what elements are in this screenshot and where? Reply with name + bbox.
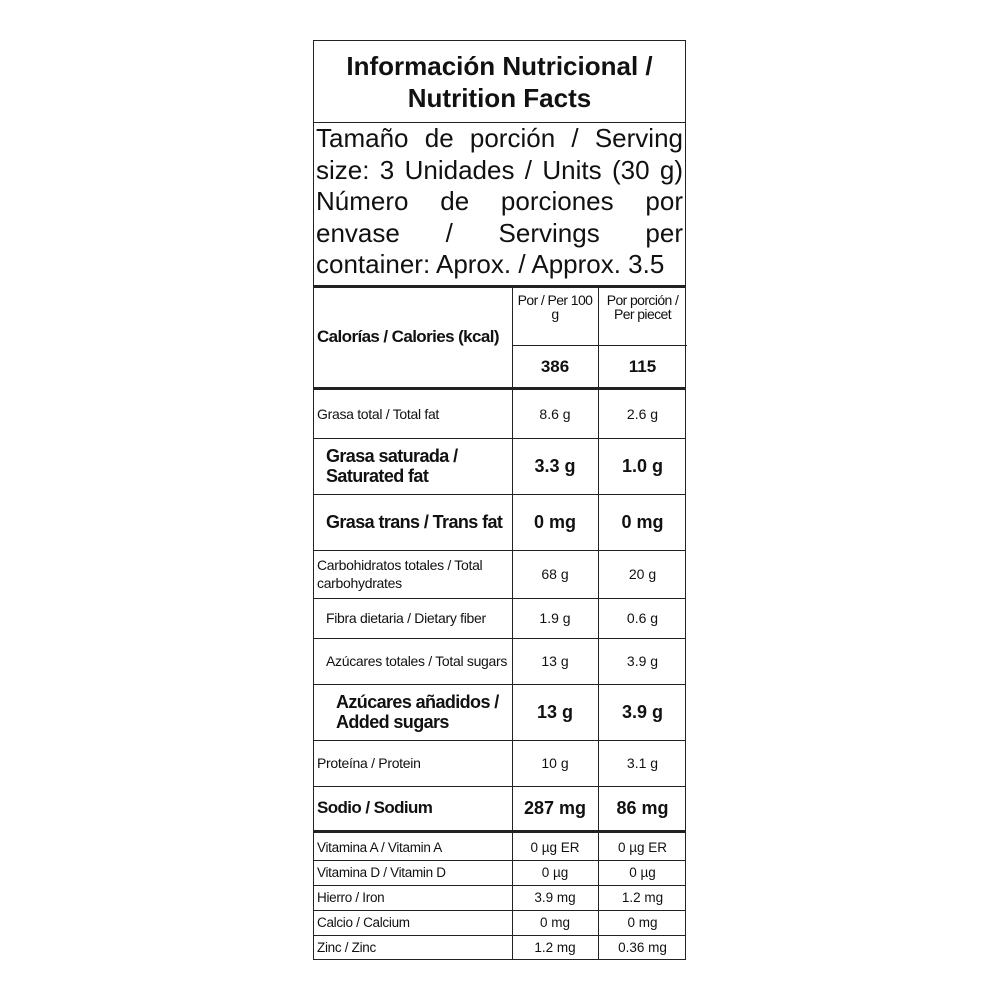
nutrient-per100: 68 g <box>541 566 569 582</box>
nutrient-perserving: 3.1 g <box>626 755 659 771</box>
nutrient-perserving: 86 mg <box>616 797 669 818</box>
nutrient-per100: 13 g <box>541 653 569 669</box>
vitamin-per100: 0 µg <box>541 865 569 880</box>
calories-label: Calorías / Calories (kcal) <box>317 326 499 346</box>
vitamin-per100: 0 mg <box>539 915 570 930</box>
nutrient-name: Azúcares totales / Total sugars <box>326 653 508 669</box>
nutrient-per100: 3.3 g <box>534 455 576 476</box>
nutrient-name: Azúcares añadidos / Added sugars <box>336 692 499 732</box>
vitamin-name: Vitamina D / Vitamin D <box>317 864 446 880</box>
nutrient-perserving: 20 g <box>628 566 657 582</box>
nutrient-perserving: 2.6 g <box>626 406 659 422</box>
calories-perserving: 115 <box>628 357 657 376</box>
label-title: Información Nutricional / Nutrition Facts <box>314 41 685 123</box>
vitamin-per100: 0 µg ER <box>530 840 580 855</box>
nutrient-name: Grasa saturada / Saturated fat <box>326 446 458 486</box>
divider <box>314 830 685 833</box>
nutrient-name: Grasa trans / Trans fat <box>326 512 503 532</box>
nutrient-per100: 13 g <box>536 701 574 722</box>
vitamin-name: Calcio / Calcium <box>317 914 410 930</box>
nutrition-label <box>313 40 686 960</box>
vitamin-per100: 1.2 mg <box>534 940 576 955</box>
nutrient-perserving: 1.0 g <box>621 455 664 476</box>
nutrient-perserving: 0 mg <box>621 511 664 532</box>
column-divider <box>512 287 513 960</box>
nutrient-per100: 1.9 g <box>539 610 571 626</box>
nutrient-perserving: 3.9 g <box>626 653 659 669</box>
nutrient-per100: 8.6 g <box>539 406 571 422</box>
col-header-per100: Por / Per 100 g <box>517 292 593 322</box>
nutrient-perserving: 0.6 g <box>626 610 659 626</box>
nutrient-name: Sodio / Sodium <box>317 798 433 817</box>
nutrient-name: Proteína / Protein <box>317 755 421 771</box>
vitamin-perserving: 0 mg <box>627 915 658 930</box>
nutrient-per100: 10 g <box>541 755 569 771</box>
nutrient-name: Grasa total / Total fat <box>317 406 440 422</box>
nutrient-per100: 0 mg <box>533 511 576 532</box>
vitamin-perserving: 1.2 mg <box>621 890 664 905</box>
vitamin-name: Vitamina A / Vitamin A <box>317 839 442 855</box>
vitamin-perserving: 0 µg <box>629 865 656 880</box>
vitamin-name: Zinc / Zinc <box>317 939 376 955</box>
vitamin-perserving: 0.36 mg <box>618 940 667 955</box>
vitamin-name: Hierro / Iron <box>317 889 385 905</box>
col-header-perserving: Por porción / Per piecet <box>606 292 679 322</box>
calories-per100: 386 <box>540 357 570 376</box>
nutrient-name: Carbohidratos totales / Total carbohydrates <box>317 557 483 591</box>
serving-info: Tamaño de porción / Serving size: 3 Unidades / Units (30 g) Número de porciones por envase / Servings per container: Aprox. / Approx. 3.5 <box>316 123 683 279</box>
nutrient-per100: 287 mg <box>523 797 587 818</box>
vitamin-per100: 3.9 mg <box>534 890 576 905</box>
nutrient-perserving: 3.9 g <box>621 701 664 722</box>
nutrient-name: Fibra dietaria / Dietary fiber <box>326 610 486 626</box>
vitamin-perserving: 0 µg ER <box>617 840 668 855</box>
column-divider <box>598 287 599 960</box>
